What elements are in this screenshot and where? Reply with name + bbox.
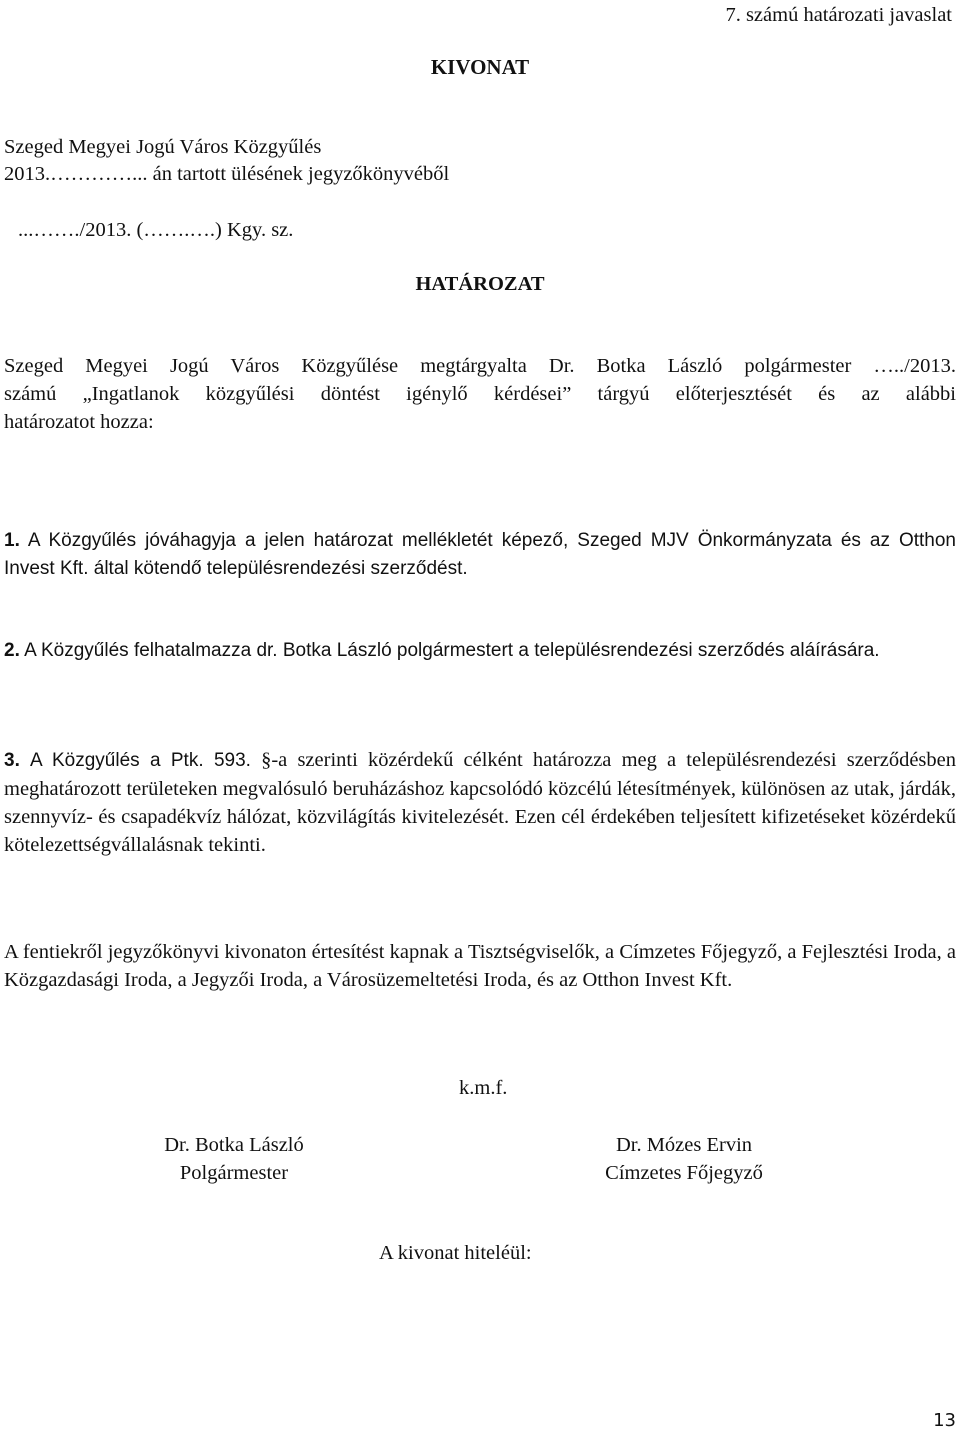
- intro-line-3: határozatot hozza:: [4, 411, 154, 433]
- kmf-label: k.m.f.: [459, 1077, 508, 1099]
- proposal-label: 7. számú határozati javaslat: [725, 4, 952, 26]
- signatory-notary: [564, 1131, 804, 1187]
- signatory-role: Címzetes Főjegyző: [605, 1162, 763, 1184]
- signatory-name: Dr. Mózes Ervin: [615, 1134, 753, 1156]
- meeting-line-1: Szeged Megyei Jogú Város Közgyűlés: [4, 136, 322, 158]
- intro-line-2: számú „Ingatlanok közgyűlési döntést igénylő kérdései” tárgyú előterjesztését és az alábbi: [4, 383, 956, 405]
- resolution-item-3: [4, 746, 956, 859]
- resolution-number: ...……./2013. (…….….) Kgy. sz.: [18, 219, 294, 241]
- meeting-line-2: 2013.…………... án tartott ülésének jegyzőkönyvéből: [4, 163, 450, 185]
- resolution-item-2: [4, 637, 956, 665]
- item-text-b: §-a szerinti közérdekű célként határozza meg a településrendezési szerződésben meghatározott területeken megvalósuló beruházáshoz kapcsolódó közcélú létesítmények, különösen az utak, járdák, szennyvíz- és csapadékvíz hálózat, közvilágítás kivitelezését. Ezen cél érdekében teljesített kifizetéseket közérdekű kötelezettségvállalásnak tekinti.: [4, 749, 957, 856]
- certification-label: A kivonat hiteléül:: [379, 1242, 532, 1264]
- signatory-mayor: [114, 1131, 354, 1187]
- item-number: 2.: [4, 640, 20, 661]
- signatory-name: Dr. Botka László: [164, 1134, 304, 1156]
- signatory-role: Polgármester: [179, 1162, 289, 1184]
- item-text: A Közgyűlés jóváhagyja a jelen határozat mellékletét képező, Szeged MJV Önkormányzata és az Otthon Invest Kft. által kötendő településrendezési szerződést.: [4, 530, 957, 579]
- intro-line-1: Szeged Megyei Jogú Város Közgyűlése megtárgyalta Dr. Botka László polgármester …../2013.: [4, 355, 956, 377]
- item-text: A Közgyűlés felhatalmazza dr. Botka László polgármestert a településrendezési szerződés aláírására.: [24, 640, 880, 661]
- page-number: 13: [933, 1410, 956, 1431]
- notification-paragraph: A fentiekről jegyzőkönyvi kivonaton értesítést kapnak a Tisztségviselők, a Címzetes Főjegyző, a Fejlesztési Iroda, a Közgazdasági Iroda, a Jegyzői Iroda, a Városüzemeltetési Iroda, és az Otthon Invest Kft.: [4, 941, 956, 991]
- resolution-item-1: [4, 527, 956, 583]
- item-number: 1.: [4, 530, 20, 551]
- resolution-heading: HATÁROZAT: [415, 273, 545, 295]
- item-number: 3.: [4, 750, 20, 771]
- document-title: KIVONAT: [430, 55, 530, 79]
- item-text-a: A Közgyűlés a Ptk. 593.: [30, 750, 251, 771]
